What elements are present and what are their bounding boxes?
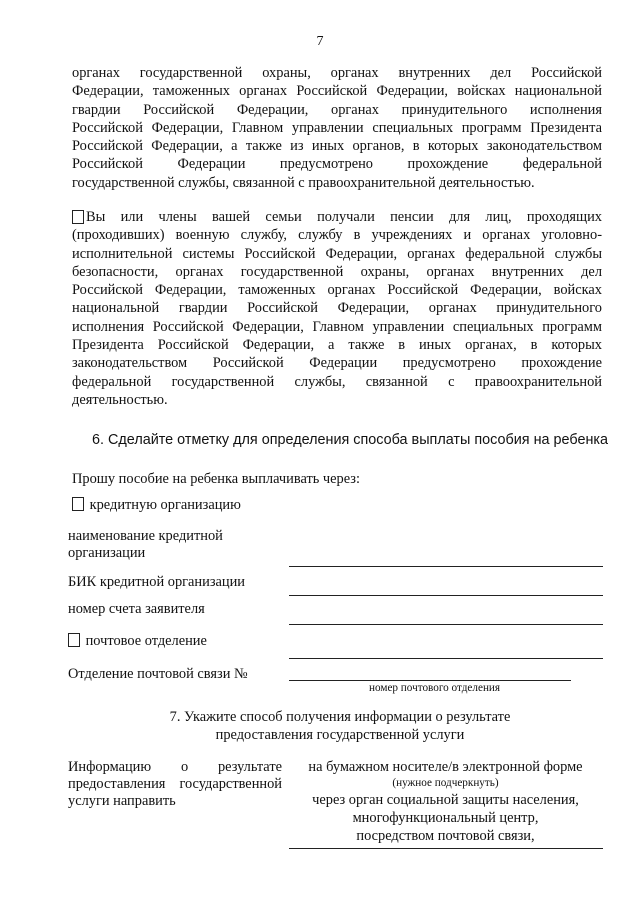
text-line: федеральной государственной службы, связанной с правоохранительной: [72, 373, 602, 390]
text-line: Президента Российской Федерации, а также в иных органах, в которых: [72, 337, 602, 354]
bik-label: БИК кредитной организации: [68, 574, 246, 590]
text-line: Вы или члены вашей семьи получали пенсии для лиц, проходящих: [86, 209, 602, 225]
text-line: Федерации, таможенных органах Российской Федерации, войсках национальной: [72, 83, 602, 100]
credit-org-name-field[interactable]: [289, 566, 603, 567]
text-line-with-checkbox: [72, 208, 602, 226]
text-line: органах государственной охраны, органах внутренних дел Российской: [72, 65, 602, 81]
info-label-line2: [68, 776, 282, 793]
bik-field[interactable]: [289, 595, 603, 596]
paragraph-law-enforcement: [72, 64, 602, 192]
text-line: Российской Федерации, таможенных органах Российской Федерации, войсках: [72, 282, 602, 299]
text-line: Российской Федерации предусмотрено прохождение федеральной: [72, 156, 602, 173]
credit-org-checkbox[interactable]: [72, 497, 84, 511]
post-office-number-field[interactable]: [289, 680, 571, 681]
pension-checkbox[interactable]: [72, 210, 84, 224]
text-line: гвардии Российской Федерации, органах принудительного исполнения: [72, 101, 602, 118]
option-post-office[interactable]: [68, 633, 207, 650]
account-field[interactable]: [289, 624, 603, 625]
text-line: Российской Федерации, Главном управлении специальных программ Президента: [72, 119, 602, 136]
text-line: законодательством Российской Федерации предусмотрено прохождение: [72, 355, 602, 372]
section-7-title-line1: 7. Укажите способ получения информации о результате: [169, 709, 511, 725]
info-label-word: о: [180, 759, 189, 775]
text-line: исполнения Российской Федерации, Главном управлении специальных программ: [72, 318, 602, 335]
text-line: государственной службы, связанной с правоохранительной деятельностью.: [72, 174, 535, 191]
text-line: безопасности, органах государственной охраны, органах внутренних дел: [72, 263, 602, 280]
info-label-word: предоставления: [68, 776, 166, 792]
text-line: исполнительной системы Российской Федерации, органах федеральной службы: [72, 245, 602, 262]
section-6-title: 6. Сделайте отметку для определения способа выплаты пособия на ребенка: [92, 432, 609, 448]
account-label: номер счета заявителя: [68, 601, 205, 617]
info-label-word: Информацию: [68, 759, 152, 775]
info-option-hint: (нужное подчеркнуть): [392, 777, 499, 789]
post-office-checkbox[interactable]: [68, 633, 80, 647]
option-credit-organization[interactable]: [72, 497, 241, 514]
credit-org-name-label-line1: наименование кредитной: [68, 528, 223, 544]
post-office-option-field[interactable]: [289, 658, 603, 659]
section-7-title-line2: предоставления государственной услуги: [215, 727, 465, 743]
text-line: деятельностью.: [72, 391, 168, 408]
paragraph-pension-question: [72, 208, 602, 409]
info-label-line1: [68, 759, 282, 776]
text-line: (проходивших) военную службу, службу в учреждениях и органах уголовно-: [72, 227, 602, 244]
info-option-field[interactable]: [289, 848, 603, 849]
credit-org-label: кредитную организацию: [89, 497, 241, 513]
info-label-line3: услуги направить: [68, 793, 176, 809]
info-option-mfc[interactable]: многофункциональный центр,: [352, 810, 539, 826]
info-option-social-protection[interactable]: через орган социальной защиты населения,: [312, 792, 579, 808]
info-option-post[interactable]: посредством почтовой связи,: [356, 828, 535, 844]
text-line: национальной гвардии Российской Федерации, органах принудительного: [72, 300, 602, 317]
page-number: 7: [316, 34, 324, 49]
post-office-option-label: почтовое отделение: [85, 633, 207, 649]
info-label-word: результате: [217, 759, 282, 775]
text-line: Российской Федерации, а также из иных органов, в которых законодательством: [72, 138, 602, 155]
info-option-form[interactable]: на бумажном носителе/в электронной форме: [308, 759, 583, 775]
info-label-word: государственной: [179, 776, 282, 792]
credit-org-name-label-line2: организации: [68, 545, 146, 561]
payment-prompt: Прошу пособие на ребенка выплачивать через:: [72, 471, 360, 487]
post-office-number-label: Отделение почтовой связи №: [68, 666, 248, 682]
post-office-caption: номер почтового отделения: [369, 682, 501, 694]
